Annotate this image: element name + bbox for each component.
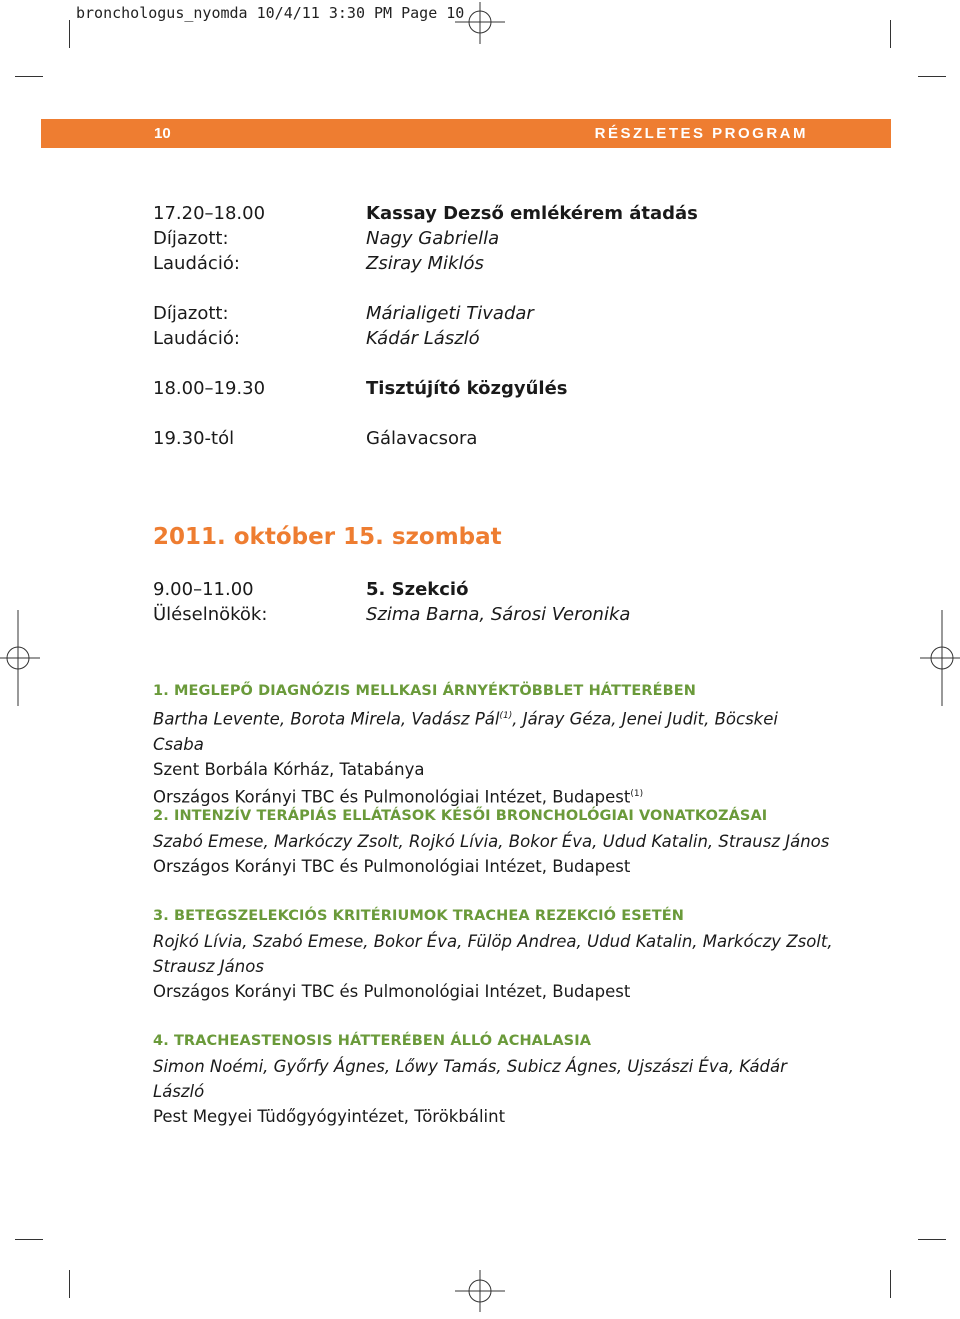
program-person: Nagy Gabriella	[366, 228, 500, 249]
section-title: RÉSZLETES PROGRAM	[594, 125, 808, 142]
program-label: Díjazott:	[153, 303, 229, 324]
program-label: Díjazott:	[153, 228, 229, 249]
page-number: 10	[154, 125, 171, 142]
abstract-1	[153, 679, 833, 809]
abstract-authors: Bartha Levente, Borota Mirela, Vadász Pál$^{(1)}$, Járay Géza, Jenei Judit, Böcskei Csaba	[153, 709, 778, 754]
chairs-label: Üléselnökök:	[153, 604, 268, 625]
session-title: 5. Szekció	[366, 579, 469, 600]
abstract-title: 4. TRACHEASTENOSIS HÁTTERÉBEN ÁLLÓ ACHALASIA	[153, 1033, 592, 1049]
program-label: Laudáció:	[153, 328, 240, 349]
program-event: Tisztújító közgyűlés	[366, 378, 568, 399]
day-heading: 2011. október 15. szombat	[153, 524, 502, 550]
abstract-title: 1. MEGLEPŐ DIAGNÓZIS MELLKASI ÁRNYÉKTÖBBLET HÁTTERÉBEN	[153, 683, 696, 699]
chairs-names: Szima Barna, Sárosi Veronika	[366, 604, 631, 625]
program-event: Gálavacsora	[366, 428, 478, 449]
abstract-title: 3. BETEGSZELEKCIÓS KRITÉRIUMOK TRACHEA REZEKCIÓ ESETÉN	[153, 908, 685, 924]
program-person: Zsiray Miklós	[366, 253, 484, 274]
program-person: Kádár László	[366, 328, 480, 349]
program-time: 19.30-tól	[153, 428, 235, 449]
abstract-title: 2. INTENZÍV TERÁPIÁS ELLÁTÁSOK KÉSŐI BRONCHOLÓGIAI VONATKOZÁSAI	[153, 808, 768, 824]
abstract-4	[153, 1029, 833, 1129]
abstract-authors: Strausz János	[153, 957, 264, 976]
abstract-institution: Pest Megyei Tüdőgyógyintézet, Törökbálint	[153, 1107, 506, 1126]
abstract-2	[153, 804, 833, 879]
program-time: 18.00–19.30	[153, 378, 266, 399]
program-label: Laudáció:	[153, 253, 240, 274]
program-event: Kassay Dezső emlékérem átadás	[366, 203, 698, 224]
header-bar	[41, 119, 891, 148]
abstract-institution: Országos Korányi TBC és Pulmonológiai Intézet, Budapest	[153, 857, 631, 876]
abstract-institution: Szent Borbála Kórház, Tatabánya	[153, 759, 425, 779]
session-time: 9.00–11.00	[153, 579, 254, 600]
abstract-institution: Országos Korányi TBC és Pulmonológiai Intézet, Budapest$^{(1)}$	[153, 787, 644, 806]
abstract-authors: Rojkó Lívia, Szabó Emese, Bokor Éva, Fülöp Andrea, Udud Katalin, Markóczy Zsolt,	[153, 932, 833, 951]
abstract-institution: Országos Korányi TBC és Pulmonológiai Intézet, Budapest	[153, 982, 631, 1001]
abstract-authors: Szabó Emese, Markóczy Zsolt, Rojkó Lívia, Bokor Éva, Udud Katalin, Strausz János	[153, 832, 830, 851]
abstract-3	[153, 904, 833, 1004]
program-person: Márialigeti Tivadar	[366, 303, 534, 324]
abstract-authors: Simon Noémi, Győrfy Ágnes, Lőwy Tamás, Subicz Ágnes, Ujszászi Éva, Kádár László	[153, 1057, 787, 1101]
print-slug: bronchologus_nyomda 10/4/11 3:30 PM Page 10	[76, 4, 465, 22]
program-time: 17.20–18.00	[153, 203, 266, 224]
